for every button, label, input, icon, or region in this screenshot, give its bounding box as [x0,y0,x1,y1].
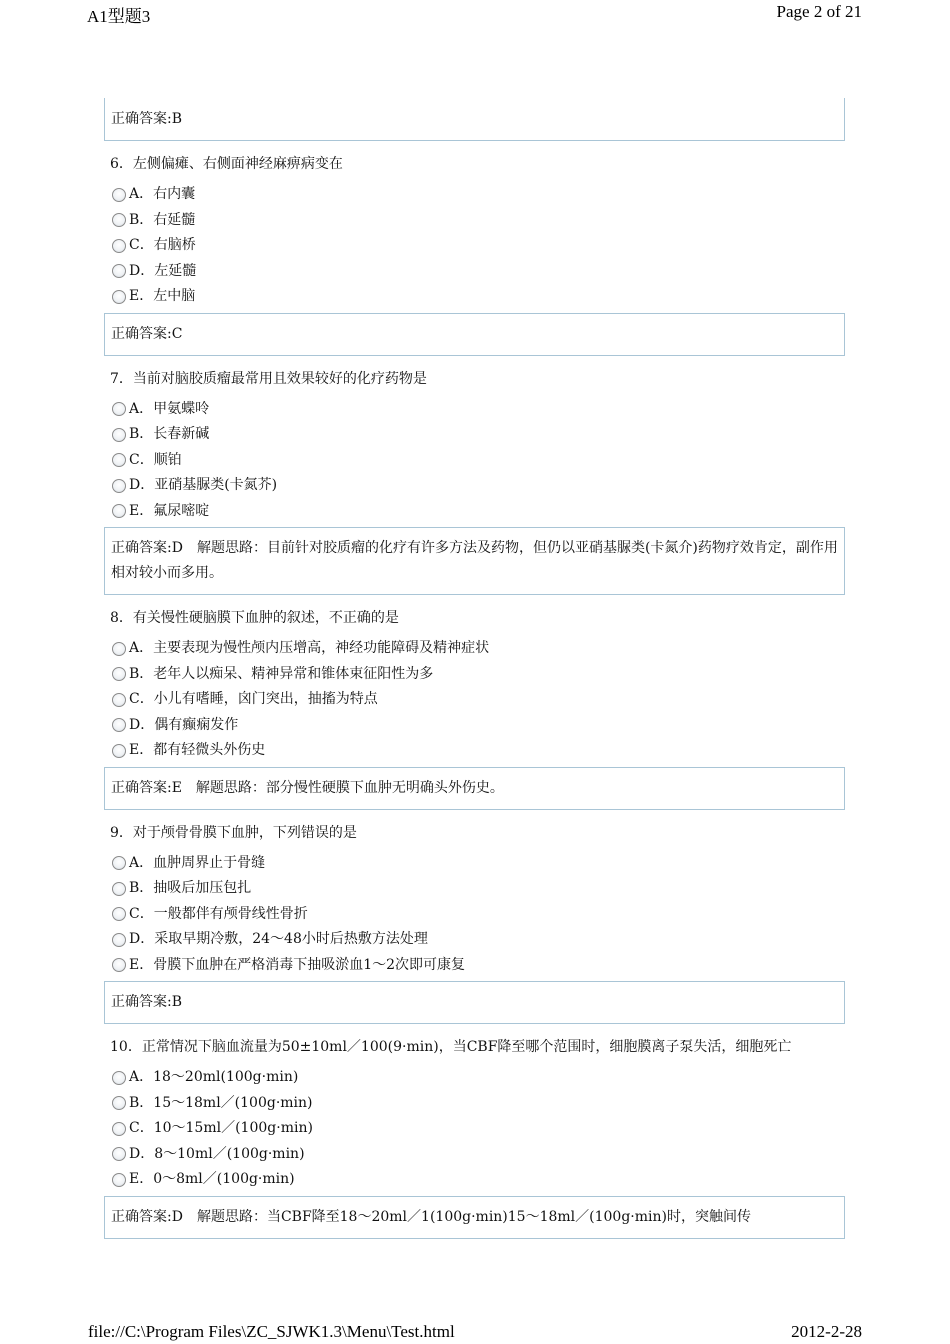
radio-button[interactable] [112,718,126,732]
option-label: C．顺铂 [129,451,182,468]
radio-button[interactable] [112,239,126,253]
radio-button[interactable] [112,1071,126,1085]
answer-box-prev: 正确答案:B [104,98,845,141]
option-row[interactable] [104,902,845,928]
radio-button[interactable] [112,693,126,707]
option-row[interactable] [104,876,845,902]
option-label: D．8～10ml／(100g·min) [129,1145,305,1162]
file-path: file://C:\Program Files\ZC_SJWK1.3\Menu\Test.html [88,1322,455,1341]
option-label: A．主要表现为慢性颅内压增高，神经功能障碍及精神症状 [129,640,490,656]
option-row[interactable] [104,738,845,764]
radio-button[interactable] [112,907,126,921]
question-list [104,141,845,1239]
option-row[interactable] [104,284,845,310]
answer-box: 正确答案:E 解题思路：部分慢性硬膜下血肿无明确头外伤史。 [104,767,845,810]
option-label: B．抽吸后加压包扎 [129,880,252,896]
option-label: A．血肿周界止于骨缝 [129,854,266,871]
option-label: E．左中脑 [129,288,196,304]
option-label: D．左延髓 [129,262,197,279]
option-row[interactable] [104,233,845,259]
radio-button[interactable] [112,744,126,758]
radio-button[interactable] [112,1096,126,1110]
option-row[interactable] [104,422,845,448]
print-date: 2012-2-28 [791,1322,862,1341]
radio-button[interactable] [112,453,126,467]
answer-box: 正确答案:D 解题思路：当CBF降至18～20ml／1(100g·min)15～18ml／(100g·min)时，突触间传 [104,1196,845,1239]
option-row[interactable] [104,713,845,739]
option-label: E．氟尿嘧啶 [129,502,210,519]
radio-button[interactable] [112,479,126,493]
question-stem: 8．有关慢性硬脑膜下血肿的叙述，不正确的是 [110,610,399,626]
option-list [104,636,845,764]
option-row[interactable] [104,1167,845,1193]
radio-button[interactable] [112,290,126,304]
question-stem: 6．左侧偏瘫、右侧面神经麻痹病变在 [110,156,343,172]
option-row[interactable] [104,259,845,285]
option-row[interactable] [104,208,845,234]
radio-button[interactable] [112,958,126,972]
option-label: D．偶有癫痫发作 [129,716,239,733]
option-label: B．15～18ml／(100g·min) [129,1094,313,1111]
option-label: A．甲氨蝶呤 [129,400,210,417]
option-label: C．小儿有嗜睡，囟门突出，抽搐为特点 [129,691,378,707]
option-row[interactable] [104,1091,845,1117]
radio-button[interactable] [112,1147,126,1161]
radio-button[interactable] [112,504,126,518]
option-list [104,397,845,525]
option-list [104,851,845,979]
option-row[interactable] [104,1142,845,1168]
option-label: B．右延髓 [129,211,196,228]
question-stem: 10．正常情况下脑血流量为50±10ml／100(9·min)，当CBF降至哪个范围时，细胞膜离子泵失活，细胞死亡 [110,1039,792,1055]
radio-button[interactable] [112,1173,126,1187]
option-label: E．骨膜下血肿在严格消毒下抽吸淤血1～2次即可康复 [129,956,466,973]
option-row[interactable] [104,851,845,877]
option-label: B．长春新碱 [129,426,210,442]
quiz-content [104,98,845,1240]
option-label: A．右内囊 [129,186,196,202]
option-row[interactable] [104,927,845,953]
radio-button[interactable] [112,882,126,896]
option-row[interactable] [104,397,845,423]
option-row[interactable] [104,473,845,499]
radio-button[interactable] [112,213,126,227]
answer-box: 正确答案:C [104,313,845,356]
page-number: Page 2 of 21 [776,2,862,21]
radio-button[interactable] [112,933,126,947]
option-row[interactable] [104,499,845,525]
radio-button[interactable] [112,856,126,870]
question-stem: 9．对于颅骨骨膜下血肿，下列错误的是 [110,824,357,841]
option-row[interactable] [104,182,845,208]
option-label: E．0～8ml／(100g·min) [129,1171,295,1187]
option-row[interactable] [104,662,845,688]
option-row[interactable] [104,1065,845,1091]
radio-button[interactable] [112,188,126,202]
answer-box: 正确答案:D 解题思路：目前针对胶质瘤的化疗有许多方法及药物，但仍以亚硝基脲类(卡氮介)药物疗效肯定，副作用相对较小而多用。 [104,527,845,595]
option-row[interactable] [104,448,845,474]
radio-button[interactable] [112,402,126,416]
option-row[interactable] [104,636,845,662]
option-row[interactable] [104,687,845,713]
option-list [104,1065,845,1193]
option-label: B．老年人以痴呆、精神异常和锥体束征阳性为多 [129,665,434,682]
option-label: C．右脑桥 [129,237,196,253]
option-label: C．10～15ml／(100g·min) [129,1120,313,1136]
radio-button[interactable] [112,428,126,442]
option-row[interactable] [104,1116,845,1142]
option-list [104,182,845,310]
radio-button[interactable] [112,264,126,278]
option-label: C．一般都伴有颅骨线性骨折 [129,905,308,922]
page-header-title: A1型题3 [87,7,151,26]
radio-button[interactable] [112,642,126,656]
radio-button[interactable] [112,1122,126,1136]
question-stem: 7．当前对脑胶质瘤最常用且效果较好的化疗药物是 [110,370,427,387]
option-row[interactable] [104,953,845,979]
option-label: D．采取早期冷敷，24～48小时后热敷方法处理 [129,931,428,947]
option-label: D．亚硝基脲类(卡氮芥) [129,477,278,493]
radio-button[interactable] [112,667,126,681]
option-label: A．18～20ml(100g·min) [129,1069,299,1085]
answer-box: 正确答案:B [104,981,845,1024]
option-label: E．都有轻微头外伤史 [129,742,266,758]
